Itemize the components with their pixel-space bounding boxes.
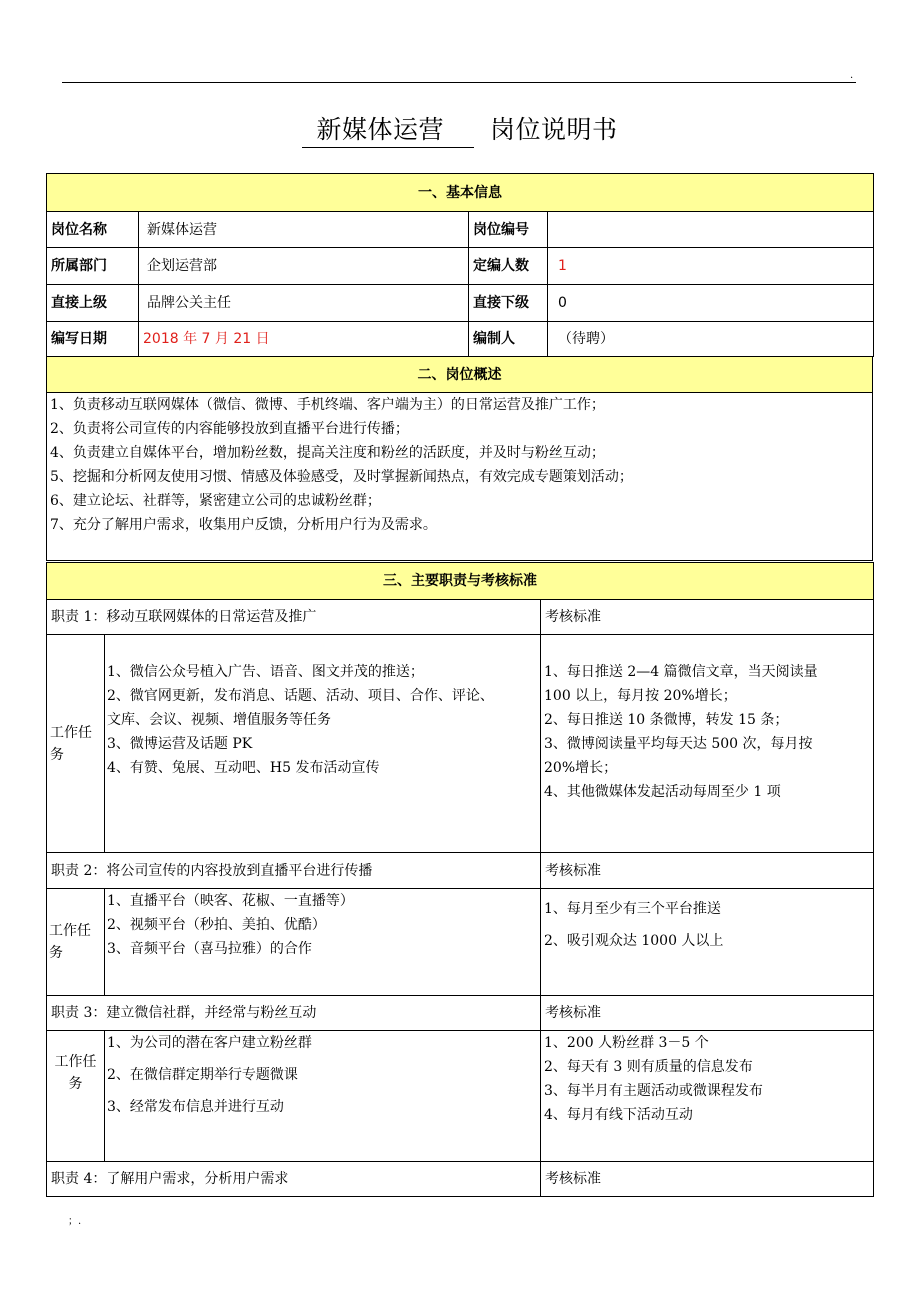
task-item: 3、经常发布信息并进行互动 — [107, 1099, 284, 1115]
duties-table — [46, 562, 874, 1197]
task-item: 2、微官网更新，发布消息、话题、活动、项目、合作、评论、 — [107, 688, 494, 704]
standard-item: 2、每日推送 10 条微博，转发 15 条； — [544, 712, 789, 728]
label-author: 编制人 — [469, 322, 548, 357]
label-position-code: 岗位编号 — [469, 212, 548, 248]
label-position-name: 岗位名称 — [47, 212, 139, 248]
duty-title: 职责 3：建立微信社群，并经常与粉丝互动 — [47, 996, 541, 1031]
task-item: 1、直播平台（映客、花椒、一直播等） — [107, 893, 354, 909]
value-position-code — [548, 212, 874, 248]
standard-item: 4、其他微媒体发起活动每周至少 1 项 — [544, 784, 781, 800]
duty-title: 职责 1：移动互联网媒体的日常运营及推广 — [47, 600, 541, 635]
header-rule — [62, 82, 856, 83]
value-author: （待聘） — [548, 322, 874, 357]
title-position-name: 新媒体运营 — [302, 110, 474, 148]
standard-item: 2、每天有 3 则有质量的信息发布 — [544, 1059, 753, 1075]
section3-heading: 三、主要职责与考核标准 — [47, 563, 874, 600]
footer-mark: ；. — [68, 1216, 82, 1227]
standard-item: 20%增长； — [544, 760, 618, 776]
value-subordinate: 0 — [548, 285, 874, 322]
value-position-name: 新媒体运营 — [139, 212, 469, 248]
label-headcount: 定编人数 — [469, 248, 548, 285]
overview-line: 4、负责建立自媒体平台，增加粉丝数，提高关注度和粉丝的活跃度，并及时与粉丝互动； — [50, 445, 605, 461]
standard-list — [541, 635, 874, 853]
standard-item: 3、微博阅读量平均每天达 500 次，每月按 — [544, 736, 813, 752]
task-item: 3、微博运营及话题 PK — [107, 736, 253, 752]
standard-item: 3、每半月有主题活动或微课程发布 — [544, 1083, 763, 1099]
overview-line: 5、挖掘和分析网友使用习惯、情感及体验感受，及时掌握新闻热点，有效完成专题策划活动； — [50, 469, 633, 485]
header-dot: . — [850, 70, 854, 81]
value-department: 企划运营部 — [139, 248, 469, 285]
task-label: 工作任务 — [47, 889, 105, 996]
section2-heading: 二、岗位概述 — [47, 357, 873, 393]
standard-item: 2、吸引观众达 1000 人以上 — [544, 933, 724, 949]
duty-title: 职责 4：了解用户需求，分析用户需求 — [47, 1162, 541, 1197]
task-label: 工作任务 — [47, 635, 105, 853]
standard-label: 考核标准 — [541, 853, 874, 889]
standard-label: 考核标准 — [541, 600, 874, 635]
task-item: 1、为公司的潜在客户建立粉丝群 — [107, 1035, 312, 1051]
overview-list — [47, 393, 873, 561]
label-subordinate: 直接下级 — [469, 285, 548, 322]
task-item: 4、有赞、兔展、互动吧、H5 发布活动宣传 — [107, 760, 380, 776]
standard-item: 1、200 人粉丝群 3－5 个 — [544, 1035, 709, 1051]
task-item: 2、视频平台（秒拍、美拍、优酷） — [107, 917, 326, 933]
label-superior: 直接上级 — [47, 285, 139, 322]
standard-item: 100 以上，每月按 20%增长； — [544, 688, 737, 704]
task-list — [105, 635, 541, 853]
standard-list — [541, 889, 874, 996]
standard-label: 考核标准 — [541, 1162, 874, 1197]
overview-line: 6、建立论坛、社群等，紧密建立公司的忠诚粉丝群； — [50, 493, 381, 509]
task-item: 3、音频平台（喜马拉雅）的合作 — [107, 941, 312, 957]
standard-item: 1、每月至少有三个平台推送 — [544, 901, 721, 917]
standard-label: 考核标准 — [541, 996, 874, 1031]
document-title — [0, 110, 920, 148]
overview-line: 2、负责将公司宣传的内容能够投放到直播平台进行传播； — [50, 421, 409, 437]
standard-list — [541, 1031, 874, 1162]
overview-line: 1、负责移动互联网媒体（微信、微博、手机终端、客户端为主）的日常运营及推广工作； — [50, 397, 605, 413]
value-date: 2018 年 7 月 21 日 — [139, 322, 469, 357]
duty-title: 职责 2：将公司宣传的内容投放到直播平台进行传播 — [47, 853, 541, 889]
basic-info-table — [46, 173, 874, 357]
task-list — [105, 1031, 541, 1162]
task-label: 工作任务 — [47, 1031, 105, 1162]
task-item: 2、在微信群定期举行专题微课 — [107, 1067, 298, 1083]
standard-item: 4、每月有线下活动互动 — [544, 1107, 693, 1123]
task-list — [105, 889, 541, 996]
label-date: 编写日期 — [47, 322, 139, 357]
overview-table — [46, 356, 873, 561]
overview-line: 7、充分了解用户需求，收集用户反馈，分析用户行为及需求。 — [50, 517, 437, 533]
value-headcount: 1 — [548, 248, 874, 285]
title-rest: 岗位说明书 — [490, 115, 618, 144]
standard-item: 1、每日推送 2—4 篇微信文章，当天阅读量 — [544, 664, 818, 680]
task-item: 文库、会议、视频、增值服务等任务 — [107, 712, 331, 728]
task-item: 1、微信公众号植入广告、语音、图文并茂的推送； — [107, 664, 424, 680]
value-superior: 品牌公关主任 — [139, 285, 469, 322]
section1-heading: 一、基本信息 — [47, 174, 874, 212]
label-department: 所属部门 — [47, 248, 139, 285]
